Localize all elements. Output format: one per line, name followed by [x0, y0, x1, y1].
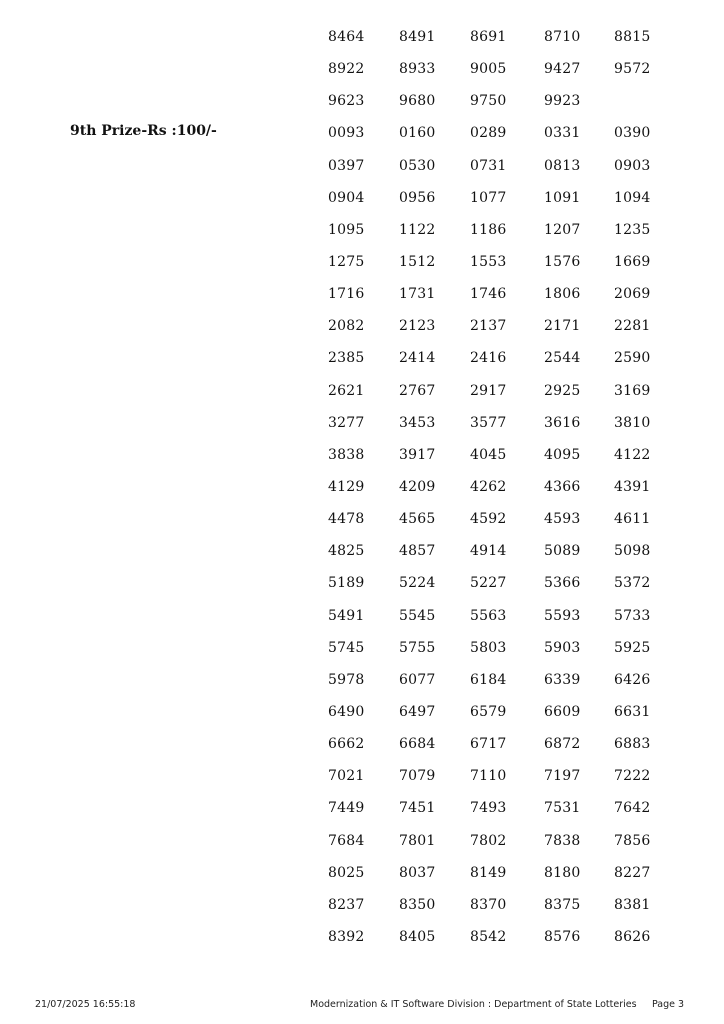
ticket-number: 6631 [614, 703, 651, 720]
ticket-number: 4593 [544, 511, 581, 528]
number-row [328, 252, 688, 284]
ticket-number: 7079 [399, 768, 436, 785]
number-row [328, 702, 688, 734]
ticket-number: 5189 [328, 575, 365, 592]
ticket-number: 1235 [614, 221, 651, 238]
number-row [328, 927, 688, 959]
ticket-number: 5227 [470, 575, 507, 592]
ticket-number: 4611 [614, 511, 651, 528]
ticket-number: 2069 [614, 286, 651, 303]
ticket-number: 1553 [470, 253, 507, 270]
ticket-number: 6684 [399, 736, 436, 753]
ticket-number: 4857 [399, 543, 436, 560]
ticket-number: 6497 [399, 703, 436, 720]
number-row [328, 831, 688, 863]
ticket-number: 2925 [544, 382, 581, 399]
ticket-number: 7451 [399, 800, 436, 817]
ticket-number: 6077 [399, 671, 436, 688]
ticket-number: 2082 [328, 318, 365, 335]
ticket-number: 5593 [544, 607, 581, 624]
ticket-number: 5978 [328, 671, 365, 688]
ticket-number: 6339 [544, 671, 581, 688]
ticket-number: 5803 [470, 639, 507, 656]
ticket-number: 5098 [614, 543, 651, 560]
number-row [328, 156, 688, 188]
ticket-number: 6717 [470, 736, 507, 753]
ticket-number: 6662 [328, 736, 365, 753]
ticket-number: 0903 [614, 157, 651, 174]
number-row [328, 895, 688, 927]
ticket-number: 5563 [470, 607, 507, 624]
ticket-number: 2385 [328, 350, 365, 367]
ticket-number: 4045 [470, 446, 507, 463]
ticket-number: 0731 [470, 157, 507, 174]
ticket-number: 9005 [470, 61, 507, 78]
ticket-number: 1731 [399, 286, 436, 303]
ticket-number: 8370 [470, 896, 507, 913]
ticket-number: 1716 [328, 286, 365, 303]
ticket-number: 8180 [544, 864, 581, 881]
ticket-number: 6184 [470, 671, 507, 688]
ticket-number: 0331 [544, 125, 581, 142]
ticket-number: 7449 [328, 800, 365, 817]
ticket-number: 0390 [614, 125, 651, 142]
ticket-number: 5755 [399, 639, 436, 656]
ticket-number: 1091 [544, 189, 581, 206]
number-row [328, 509, 688, 541]
ticket-number: 2414 [399, 350, 436, 367]
number-row [328, 59, 688, 91]
ticket-number: 9623 [328, 93, 365, 110]
ticket-number: 4122 [614, 446, 651, 463]
number-row [328, 606, 688, 638]
ticket-number: 2767 [399, 382, 436, 399]
ticket-number: 0093 [328, 125, 365, 142]
ticket-number: 5224 [399, 575, 436, 592]
ticket-number: 7801 [399, 832, 436, 849]
ticket-number: 8542 [470, 928, 507, 945]
ticket-number: 4262 [470, 478, 507, 495]
footer-page-number: Page 3 [652, 999, 685, 1010]
number-row [328, 670, 688, 702]
ticket-number: 7493 [470, 800, 507, 817]
ticket-number: 0289 [470, 125, 507, 142]
ticket-number: 1095 [328, 221, 365, 238]
ticket-number: 1512 [399, 253, 436, 270]
ticket-number: 4565 [399, 511, 436, 528]
ticket-number: 2171 [544, 318, 581, 335]
ticket-number: 7642 [614, 800, 651, 817]
ticket-number: 4825 [328, 543, 365, 560]
ticket-number: 2416 [470, 350, 507, 367]
ticket-number: 2544 [544, 350, 581, 367]
ticket-number: 8381 [614, 896, 651, 913]
ticket-number: 8350 [399, 896, 436, 913]
ticket-number: 0530 [399, 157, 436, 174]
ticket-number: 6609 [544, 703, 581, 720]
ticket-number: 1746 [470, 286, 507, 303]
ticket-number: 6872 [544, 736, 581, 753]
ticket-number: 1077 [470, 189, 507, 206]
ticket-number: 2621 [328, 382, 365, 399]
ticket-number: 7197 [544, 768, 581, 785]
ticket-number: 8149 [470, 864, 507, 881]
ticket-number: 3810 [614, 414, 651, 431]
number-row [328, 638, 688, 670]
ticket-number: 1806 [544, 286, 581, 303]
ticket-number: 5545 [399, 607, 436, 624]
number-row [328, 573, 688, 605]
ticket-number: 8405 [399, 928, 436, 945]
number-row [328, 413, 688, 445]
ticket-number: 5745 [328, 639, 365, 656]
ticket-number: 0397 [328, 157, 365, 174]
ticket-number: 8025 [328, 864, 365, 881]
prize-label: 9th Prize-Rs :100/- [70, 123, 217, 139]
ticket-number: 3169 [614, 382, 651, 399]
ticket-number: 5089 [544, 543, 581, 560]
ticket-number: 5372 [614, 575, 651, 592]
ticket-number: 8375 [544, 896, 581, 913]
ticket-number: 7838 [544, 832, 581, 849]
ticket-number: 8815 [614, 29, 651, 45]
ticket-number: 0956 [399, 189, 436, 206]
ticket-number: 1094 [614, 189, 651, 206]
ticket-number: 6426 [614, 671, 651, 688]
ticket-number: 8464 [328, 29, 365, 45]
ticket-number: 8037 [399, 864, 436, 881]
number-row [328, 348, 688, 380]
ticket-number: 0813 [544, 157, 581, 174]
number-row [328, 220, 688, 252]
ticket-number: 3577 [470, 414, 507, 431]
footer-organization: Modernization & IT Software Division : Department of State Lotteries [310, 999, 637, 1010]
ticket-number: 5366 [544, 575, 581, 592]
ticket-number: 7021 [328, 768, 365, 785]
ticket-number: 0904 [328, 189, 365, 206]
ticket-number: 2281 [614, 318, 651, 335]
ticket-number: 9427 [544, 61, 581, 78]
number-row [328, 734, 688, 766]
ticket-number: 8227 [614, 864, 651, 881]
ticket-number: 3917 [399, 446, 436, 463]
ticket-number: 1275 [328, 253, 365, 270]
ticket-number: 1576 [544, 253, 581, 270]
ticket-number: 6490 [328, 703, 365, 720]
ticket-number: 7222 [614, 768, 651, 785]
ticket-number: 1207 [544, 221, 581, 238]
number-row [328, 541, 688, 573]
ticket-number: 8626 [614, 928, 651, 945]
ticket-number: 7110 [470, 768, 507, 785]
ticket-number: 5733 [614, 607, 651, 624]
ticket-number: 8576 [544, 928, 581, 945]
number-row [328, 316, 688, 348]
ticket-number: 6883 [614, 736, 651, 753]
ticket-number: 4209 [399, 478, 436, 495]
ticket-number: 4391 [614, 478, 651, 495]
ticket-number: 8392 [328, 928, 365, 945]
ticket-number: 5925 [614, 639, 651, 656]
number-row [328, 863, 688, 895]
ticket-number: 5491 [328, 607, 365, 624]
footer-datetime: 21/07/2025 16:55:18 [35, 999, 136, 1010]
number-row [328, 798, 688, 830]
ticket-number: 9680 [399, 93, 436, 110]
number-row [328, 91, 688, 123]
ticket-number: 4129 [328, 478, 365, 495]
number-row [328, 477, 688, 509]
ticket-number: 2123 [399, 318, 436, 335]
ticket-number: 6579 [470, 703, 507, 720]
winning-numbers-grid [328, 27, 688, 959]
ticket-number: 7684 [328, 832, 365, 849]
number-row [328, 766, 688, 798]
ticket-number: 2590 [614, 350, 651, 367]
ticket-number: 3453 [399, 414, 436, 431]
ticket-number: 4914 [470, 543, 507, 560]
ticket-number: 0160 [399, 125, 436, 142]
ticket-number: 5903 [544, 639, 581, 656]
ticket-number: 4095 [544, 446, 581, 463]
ticket-number: 9572 [614, 61, 651, 78]
ticket-number: 8922 [328, 61, 365, 78]
ticket-number: 4592 [470, 511, 507, 528]
number-row [328, 445, 688, 477]
ticket-number: 8933 [399, 61, 436, 78]
number-row [328, 381, 688, 413]
ticket-number: 3838 [328, 446, 365, 463]
ticket-number: 2137 [470, 318, 507, 335]
ticket-number: 3616 [544, 414, 581, 431]
ticket-number: 7802 [470, 832, 507, 849]
ticket-number: 7531 [544, 800, 581, 817]
number-row [328, 188, 688, 220]
ticket-number: 7856 [614, 832, 651, 849]
ticket-number: 8710 [544, 29, 581, 45]
ticket-number: 9923 [544, 93, 581, 110]
ticket-number: 1186 [470, 221, 507, 238]
ticket-number: 3277 [328, 414, 365, 431]
ticket-number: 2917 [470, 382, 507, 399]
ticket-number: 8237 [328, 896, 365, 913]
number-row [328, 123, 688, 155]
ticket-number: 8491 [399, 29, 436, 45]
number-row [328, 284, 688, 316]
ticket-number: 1669 [614, 253, 651, 270]
ticket-number: 4366 [544, 478, 581, 495]
ticket-number: 4478 [328, 511, 365, 528]
ticket-number: 8691 [470, 29, 507, 45]
ticket-number: 9750 [470, 93, 507, 110]
ticket-number: 1122 [399, 221, 436, 238]
number-row [328, 27, 688, 59]
